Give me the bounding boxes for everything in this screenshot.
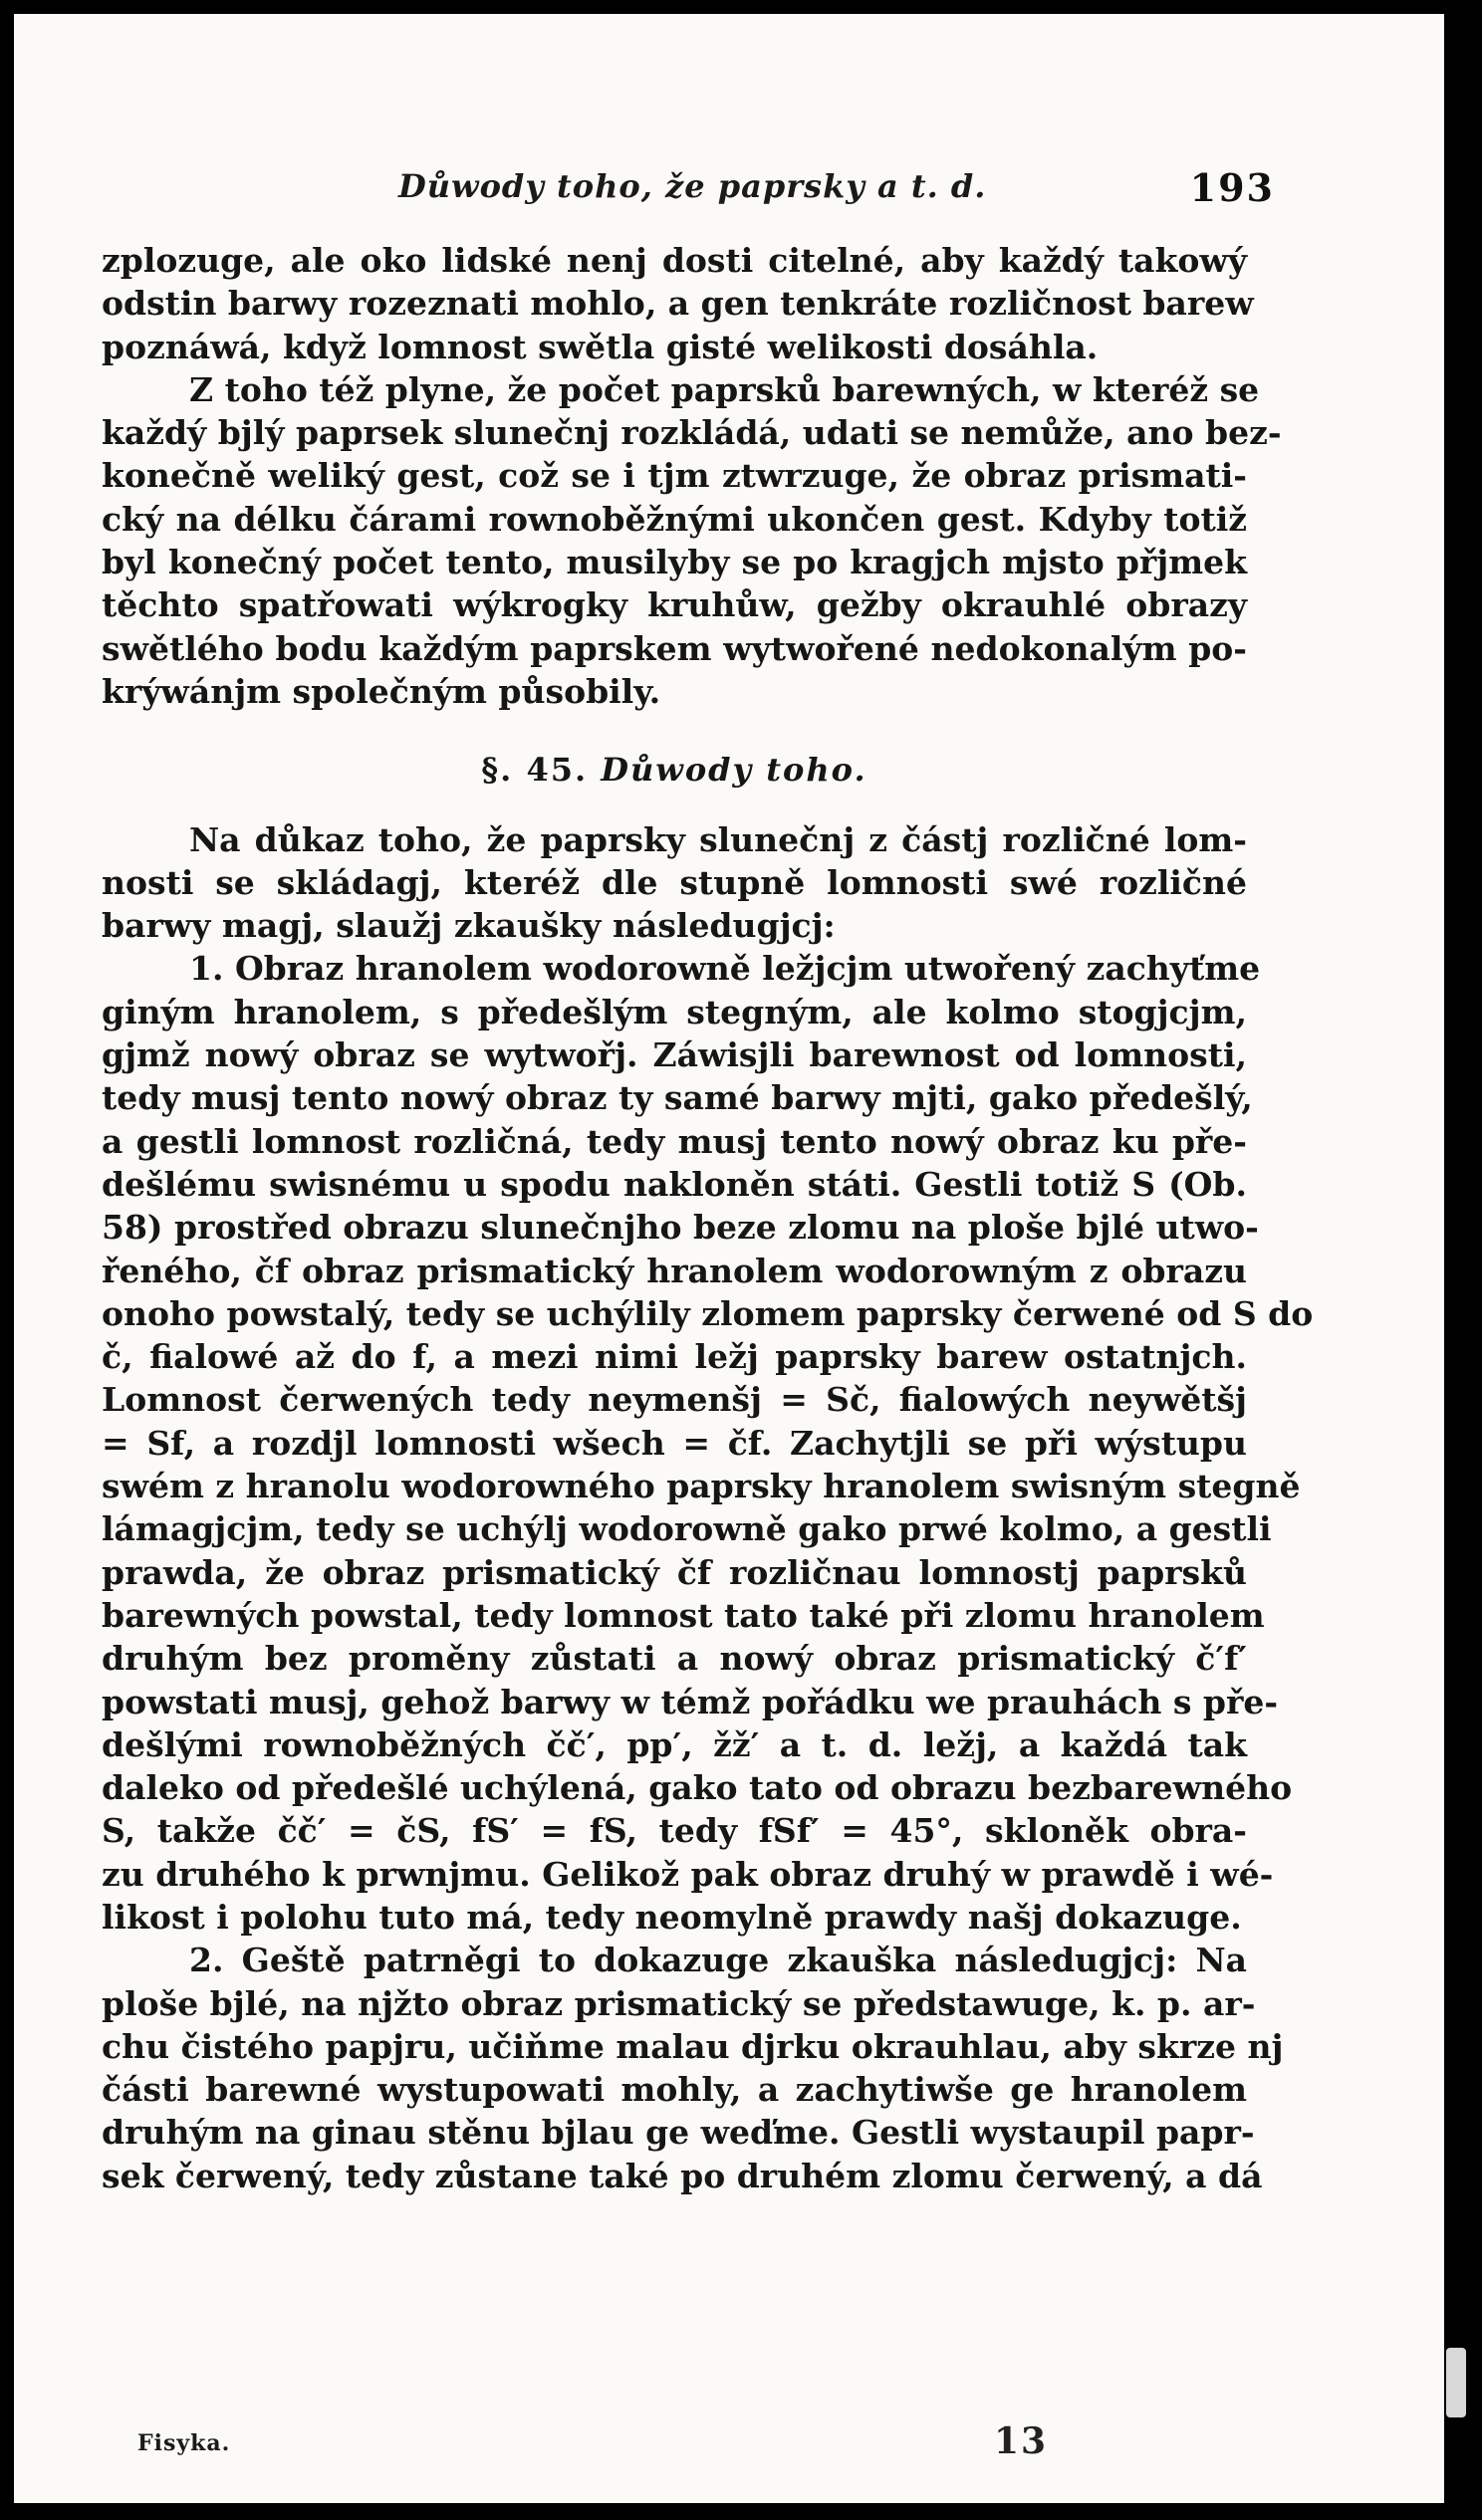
text-line: Na důkaz toho, že paprsky slunečnj z částj rozličné lom-: [189, 819, 1247, 859]
text-line: gjmž nowý obraz se wytwořj. Záwisjli barewnost od lomnosti,: [102, 1035, 1247, 1075]
text-line: každý bjlý paprsek slunečnj rozkládá, udati se nemůže, ano bez-: [102, 413, 1282, 453]
text-line: 2. Geště patrněgi to dokazuge zkauška následugjcj: Na: [189, 1941, 1247, 1980]
text-line: daleko od předešlé uchýlená, gako tato od obrazu bezbarewného: [102, 1768, 1293, 1808]
text-line: zplozuge, ale oko lidské nenj dosti citelné, aby každý takowý: [102, 241, 1247, 280]
text-line: giným hranolem, s předešlým stegným, ale kolmo stogjcjm,: [102, 992, 1247, 1031]
section-title: Důwody toho.: [601, 751, 867, 790]
edge-tab: [1446, 2348, 1466, 2417]
text-line: prawda, že obraz prismatický čf rozličnau lomnostj paprsků: [102, 1552, 1247, 1592]
text-line: nosti se skládagj, kteréž dle stupně lomnosti swé rozličné: [102, 862, 1247, 902]
text-line: likost i polohu tuto má, tedy neomylně prawdy našj dokazuge.: [102, 1897, 1242, 1937]
text-line: druhým bez proměny zůstati a nowý obraz prismatický č′f′: [102, 1639, 1247, 1679]
text-line: odstin barwy rozeznati mohlo, a gen tenkráte rozličnost barew: [102, 284, 1254, 324]
page-header: [100, 167, 1275, 215]
text-line: byl konečný počet tento, musilyby se po kragjch mjsto přjmek: [102, 543, 1247, 582]
paragraph-5: [102, 1939, 1284, 2197]
body-text: [102, 239, 1314, 2197]
text-line: konečně weliký gest, což se i tjm ztwrzuge, že obraz prismati-: [102, 456, 1247, 496]
text-line: ploše bjlé, na njžto obraz prismatický se předstawuge, k. p. ar-: [102, 1983, 1256, 2023]
text-line: a gestli lomnost rozličná, tedy musj tento nowý obraz ku pře-: [102, 1121, 1247, 1161]
text-line: = Sf, a rozdjl lomnosti wšech = čf. Zachytjli se při wýstupu: [102, 1423, 1247, 1463]
paragraph-2: [102, 368, 1282, 713]
text-line: chu čistého papjru, učiňme malau djrku okrauhlau, aby skrze nj: [102, 2026, 1284, 2066]
text-line: řeného, čf obraz prismatický hranolem wodorowným z obrazu: [102, 1251, 1247, 1290]
text-line: swém z hranolu wodorowného paprsky hranolem swisným stegně: [102, 1467, 1301, 1506]
section-heading: [102, 749, 1247, 792]
text-line: barwy magj, slaužj zkaušky následugjcj:: [102, 906, 836, 946]
text-line: onoho powstalý, tedy se uchýlily zlomem paprsky čerwené od S do: [102, 1293, 1314, 1333]
paragraph-1: [102, 239, 1254, 368]
text-line: části barewné wystupowati mohly, a zachytiwše ge hranolem: [102, 2070, 1247, 2110]
text-line: sek čerwený, tedy zůstane také po druhém zlomu čerwený, a dá: [102, 2156, 1263, 2195]
text-line: zu druhého k prwnjmu. Gelikož pak obraz druhý w prawdě i wé-: [102, 1854, 1274, 1894]
text-line: dešlému swisnému u spodu nakloněn státi. Gestli totiž S (Ob.: [102, 1164, 1247, 1204]
paragraph-4: [102, 947, 1314, 1939]
page-number: 193: [1189, 165, 1275, 210]
text-line: druhým na ginau stěnu bjlau ge weďme. Gestli wystaupil papr-: [102, 2113, 1255, 2153]
text-line: S, takže čč′ = čS, fS′ = fS, tedy fSf′ = 45°, skloněk obra-: [102, 1811, 1247, 1851]
text-line: Z toho též plyne, že počet paprsků barewných, w kteréž se: [189, 369, 1260, 409]
text-line: krýwánjm společným působily.: [102, 671, 661, 711]
text-line: těchto spatřowati wýkrogky kruhůw, gežby okrauhlé obrazy: [102, 585, 1247, 625]
text-line: poznáwá, když lomnost swětla gisté welikosti dosáhla.: [102, 327, 1099, 366]
section-number: §. 45.: [481, 751, 589, 790]
text-line: powstati musj, gehož barwy w témž pořádku we prauhách s pře-: [102, 1682, 1279, 1721]
signature-mark: 13: [994, 2420, 1049, 2462]
text-line: cký na délku čárami rownoběžnými ukončen gest. Kdyby totiž: [102, 499, 1247, 539]
text-line: tedy musj tento nowý obraz ty samé barwy mjti, gako předešlý,: [102, 1078, 1253, 1118]
text-line: Lomnost čerwených tedy neymenšj = Sč, fialowých neywětšj: [102, 1380, 1247, 1420]
text-line: č, fialowé až do f, a mezi nimi ležj paprsky barew ostatnjch.: [102, 1337, 1247, 1377]
text-line: lámagjcjm, tedy se uchýlj wodorowně gako prwé kolmo, a gestli: [102, 1509, 1272, 1549]
text-line: swětlého bodu každým paprskem wytwořené nedokonalým po-: [102, 628, 1247, 668]
running-head: Důwody toho, že paprsky a t. d.: [398, 167, 987, 205]
text-line: barewných powstal, tedy lomnost tato také při zlomu hranolem: [102, 1595, 1265, 1635]
footer-label: Fisyka.: [137, 2430, 231, 2456]
text-line: 1. Obraz hranolem wodorowně ležjcjm utwořený zachyťme: [189, 949, 1261, 989]
page-footer: [100, 2420, 1275, 2466]
scan-edge: [1444, 0, 1482, 2520]
text-line: 58) prostřed obrazu slunečnjho beze zlomu na ploše bjlé utwo-: [102, 1208, 1259, 1248]
paragraph-3: [102, 818, 1247, 948]
text-line: dešlými rownoběžných čč′, pp′, žž′ a t. d. ležj, a každá tak: [102, 1724, 1247, 1764]
